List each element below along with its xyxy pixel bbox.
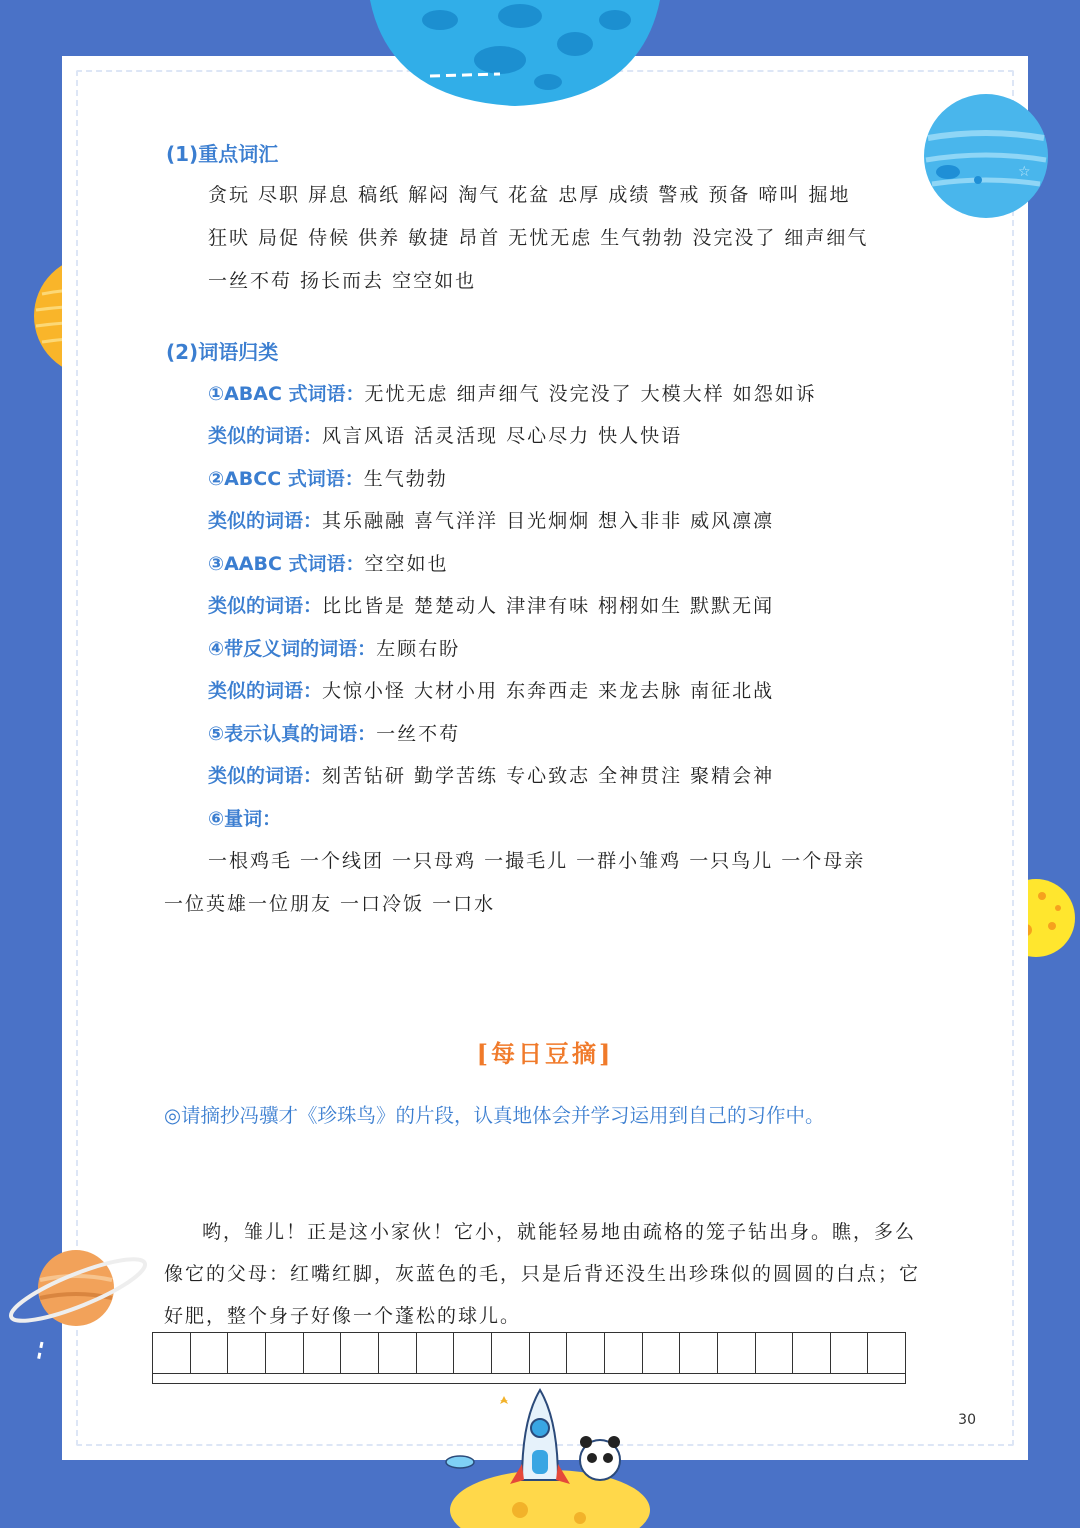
classify-label: ④带反义词的词语： bbox=[208, 638, 377, 660]
classify-label: 类似的词语： bbox=[208, 765, 323, 787]
classify-label: 类似的词语： bbox=[208, 595, 323, 617]
classify-row bbox=[208, 549, 449, 576]
classify-label: ⑥量词： bbox=[208, 808, 282, 830]
classify-text: 空空如也 bbox=[364, 553, 449, 575]
grid-cell bbox=[680, 1333, 718, 1373]
measure-line-2: 一位英雄一位朋友 一口冷饭 一口水 bbox=[164, 893, 496, 915]
grid-cell bbox=[831, 1333, 869, 1373]
grid-cell bbox=[868, 1333, 905, 1373]
vocab-heading: (1)重点词汇 bbox=[166, 142, 279, 166]
classify-text: 一丝不苟 bbox=[376, 723, 461, 745]
vocab-line-3: 一丝不苟 扬长而去 空空如也 bbox=[208, 270, 477, 292]
grid-cell bbox=[266, 1333, 304, 1373]
ringed-planet-icon bbox=[8, 1240, 158, 1370]
classify-row bbox=[208, 506, 774, 533]
grid-cell bbox=[530, 1333, 568, 1373]
worksheet-page bbox=[62, 56, 1028, 1460]
classify-row bbox=[208, 634, 460, 661]
grid-cell bbox=[756, 1333, 794, 1373]
grid-cell bbox=[228, 1333, 266, 1373]
grid-cell bbox=[492, 1333, 530, 1373]
classify-label: ⑤表示认真的词语： bbox=[208, 723, 377, 745]
grid-cell bbox=[567, 1333, 605, 1373]
grid-cell bbox=[417, 1333, 455, 1373]
grid-cell bbox=[341, 1333, 379, 1373]
classify-text: 风言风语 活灵活现 尽心尽力 快人快语 bbox=[322, 425, 683, 447]
classify-text: 左顾右盼 bbox=[376, 638, 461, 660]
classify-text: 刻苦钻研 勤学苦练 专心致志 全神贯注 聚精会神 bbox=[322, 765, 775, 787]
rocket-panda-illustration bbox=[440, 1380, 660, 1528]
measure-line-1: 一根鸡毛 一个线团 一只母鸡 一撮毛儿 一群小雏鸡 一只鸟儿 一个母亲 bbox=[208, 850, 866, 872]
classify-row bbox=[208, 676, 774, 703]
classify-label: 类似的词语： bbox=[208, 510, 323, 532]
writing-grid bbox=[152, 1332, 906, 1384]
blue-planet-icon bbox=[922, 92, 1050, 220]
classify-row bbox=[208, 379, 817, 406]
classify-label: ②ABCC 式词语： bbox=[208, 468, 364, 490]
classify-label: ①ABAC 式词语： bbox=[208, 383, 365, 405]
vocab-line-1: 贪玩 尽职 屏息 稿纸 解闷 淘气 花盆 忠厚 成绩 警戒 预备 啼叫 掘地 bbox=[208, 184, 851, 206]
classify-text: 生气勃勃 bbox=[363, 468, 448, 490]
grid-cell bbox=[793, 1333, 831, 1373]
classify-row bbox=[208, 761, 774, 788]
classify-text: 无忧无虑 细声细气 没完没了 大模大样 如怨如诉 bbox=[364, 383, 817, 405]
classify-label: 类似的词语： bbox=[208, 425, 323, 447]
classify-label: 类似的词语： bbox=[208, 680, 323, 702]
classify-heading: (2)词语归类 bbox=[166, 340, 279, 364]
excerpt-paragraph: 哟，雏儿！正是这小家伙！它小，就能轻易地由疏格的笼子钻出身。瞧，多么像它的父母：红嘴红脚，灰蓝色的毛，只是后背还没生出珍珠似的圆圆的白点；它好肥，整个身子好像一个蓬松的球儿。 bbox=[164, 1221, 921, 1327]
grid-cell bbox=[379, 1333, 417, 1373]
grid-cell bbox=[191, 1333, 229, 1373]
classify-label: ③AABC 式词语： bbox=[208, 553, 365, 575]
grid-cell bbox=[304, 1333, 342, 1373]
grid-cell bbox=[643, 1333, 681, 1373]
daily-prompt: ◎请摘抄冯骥才《珍珠鸟》的片段，认真地体会并学习运用到自己的习作中。 bbox=[164, 1104, 825, 1127]
grid-cell bbox=[153, 1333, 191, 1373]
classify-row bbox=[208, 719, 460, 746]
classify-text: 其乐融融 喜气洋洋 目光炯炯 想入非非 威风凛凛 bbox=[322, 510, 775, 532]
grid-cell bbox=[454, 1333, 492, 1373]
classify-text: 比比皆是 楚楚动人 津津有味 栩栩如生 默默无闻 bbox=[322, 595, 775, 617]
vocab-line-2: 狂吠 局促 侍候 供养 敏捷 昂首 无忧无虑 生气勃勃 没完没了 细声细气 bbox=[208, 227, 869, 249]
daily-title: [每日豆摘] bbox=[476, 1039, 614, 1068]
grid-cell bbox=[605, 1333, 643, 1373]
classify-text: 大惊小怪 大材小用 东奔西走 来龙去脉 南征北战 bbox=[322, 680, 775, 702]
grid-cell bbox=[718, 1333, 756, 1373]
page-number: 30 bbox=[958, 1412, 976, 1428]
classify-row bbox=[208, 421, 682, 448]
classify-row bbox=[208, 804, 281, 831]
cratered-moon-icon bbox=[370, 0, 660, 110]
classify-row bbox=[208, 591, 774, 618]
svg-text:☆: ☆ bbox=[1018, 164, 1031, 180]
classify-row bbox=[208, 464, 448, 491]
